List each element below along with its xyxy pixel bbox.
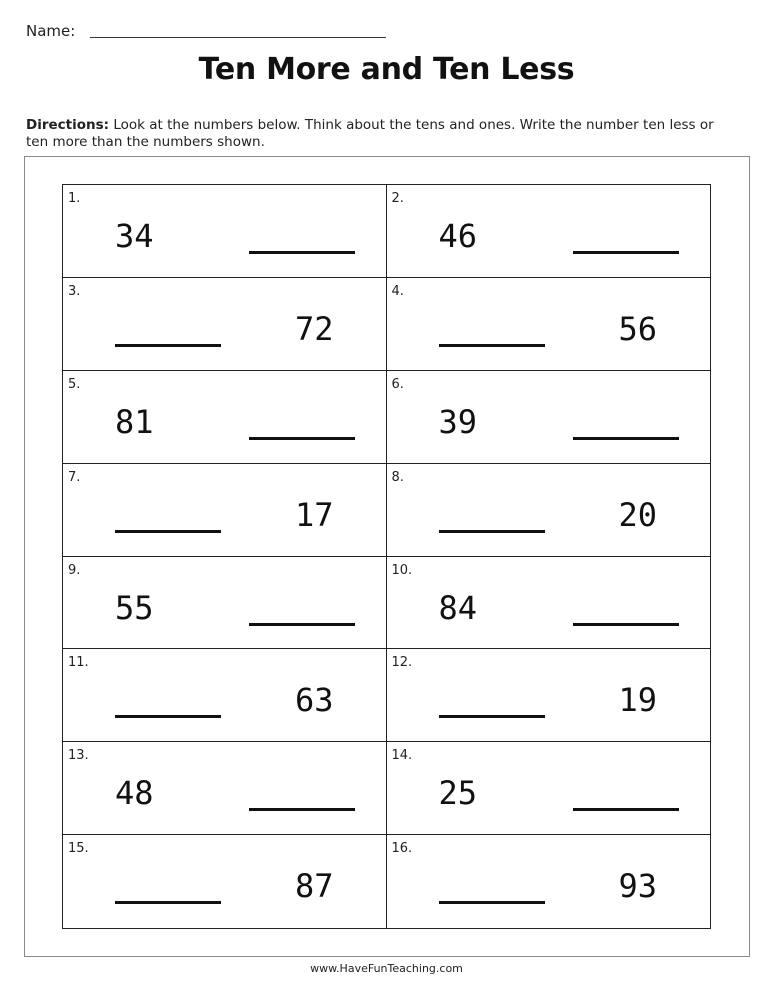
- problem-number: 13.: [68, 748, 89, 764]
- footer-url: www.HaveFunTeaching.com: [310, 962, 463, 975]
- answer-blank[interactable]: [573, 808, 679, 811]
- answer-blank[interactable]: [115, 715, 221, 718]
- answer-blank[interactable]: [439, 715, 545, 718]
- problem-cell-6: [387, 371, 711, 464]
- problem-number: 3.: [68, 283, 81, 299]
- problem-cell-10: [387, 557, 711, 650]
- given-number: 93: [618, 867, 658, 906]
- problem-number: 9.: [68, 562, 81, 578]
- problem-number: 8.: [391, 469, 404, 485]
- problem-number: 11.: [68, 655, 89, 671]
- given-number: 48: [115, 774, 154, 813]
- given-number: 72: [295, 309, 334, 348]
- directions-label: Directions:: [26, 117, 110, 133]
- problem-cell-16: [387, 835, 711, 928]
- answer-blank[interactable]: [573, 623, 679, 626]
- problem-cell-4: [387, 278, 711, 371]
- answer-blank[interactable]: [249, 808, 355, 811]
- given-number: 55: [115, 588, 154, 627]
- given-number: 84: [438, 588, 478, 627]
- problem-cell-3: [63, 278, 387, 371]
- directions-text: Look at the numbers below. Think about the tens and ones. Write the number ten less or ten more than the numbers shown.: [26, 117, 714, 150]
- problem-number: 16.: [391, 841, 413, 857]
- problem-number: 4.: [391, 283, 404, 299]
- given-number: 17: [295, 495, 334, 534]
- problem-cell-13: [63, 742, 387, 835]
- given-number: 81: [115, 402, 154, 441]
- answer-blank[interactable]: [249, 251, 355, 254]
- answer-blank[interactable]: [439, 901, 545, 904]
- problem-number: 15.: [68, 841, 89, 857]
- answer-blank[interactable]: [249, 437, 355, 440]
- given-number: 87: [295, 867, 334, 906]
- name-input-line[interactable]: [90, 37, 386, 38]
- given-number: 34: [115, 217, 154, 255]
- answer-blank[interactable]: [115, 901, 221, 904]
- given-number: 39: [438, 402, 478, 441]
- problem-number: 7.: [68, 469, 81, 485]
- problem-number: 5.: [68, 376, 81, 392]
- answer-blank[interactable]: [115, 344, 221, 347]
- problem-cell-7: [63, 464, 387, 557]
- problem-number: 6.: [391, 376, 404, 392]
- given-number: 46: [438, 217, 478, 255]
- problem-number: 1.: [68, 191, 81, 206]
- worksheet-title: Ten More and Ten Less: [198, 52, 575, 87]
- given-number: 63: [295, 681, 334, 720]
- given-number: 19: [618, 681, 658, 720]
- problem-number: 2.: [391, 191, 404, 206]
- directions: [26, 117, 736, 151]
- problem-cell-2: [387, 185, 711, 278]
- problem-cell-5: [63, 371, 387, 464]
- answer-blank[interactable]: [573, 251, 679, 254]
- answer-blank[interactable]: [249, 623, 355, 626]
- problem-cell-8: [387, 464, 711, 557]
- answer-blank[interactable]: [439, 530, 545, 533]
- given-number: 56: [618, 309, 658, 348]
- problem-cell-12: [387, 649, 711, 742]
- problem-cell-9: [63, 557, 387, 650]
- answer-blank[interactable]: [573, 437, 679, 440]
- problem-grid: [62, 184, 711, 929]
- problem-number: 10.: [391, 562, 413, 578]
- problem-cell-11: [63, 649, 387, 742]
- problem-cell-14: [387, 742, 711, 835]
- problem-cell-15: [63, 835, 387, 928]
- answer-blank[interactable]: [115, 530, 221, 533]
- problem-number: 12.: [391, 655, 413, 671]
- problem-number: 14.: [391, 748, 413, 764]
- given-number: 25: [438, 774, 478, 813]
- name-label: Name:: [26, 22, 76, 40]
- answer-blank[interactable]: [439, 344, 545, 347]
- given-number: 20: [618, 495, 658, 534]
- problem-cell-1: [63, 185, 387, 278]
